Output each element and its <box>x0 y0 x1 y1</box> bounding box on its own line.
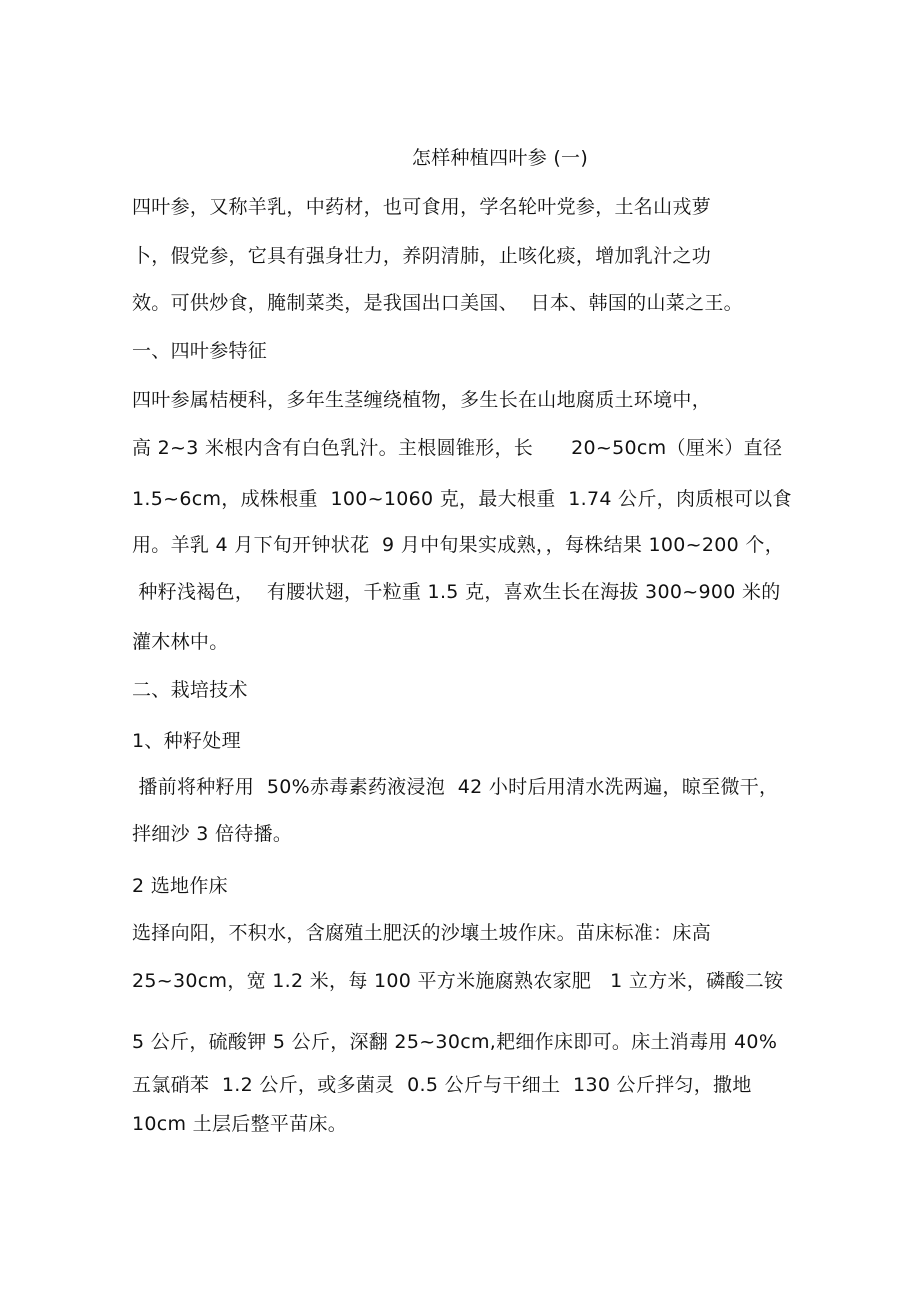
text-line: 卜，假党参，它具有强身壮力，养阴清肺，止咳化痰，增加乳汁之功 <box>132 245 712 267</box>
text-line: 五氯硝苯 1.2 公斤，或多菌灵 0.5 公斤与干细土 130 公斤拌匀，撒地 <box>132 1074 752 1096</box>
text-line: 种籽浅褐色， 有腰状翅，千粒重 1.5 克，喜欢生长在海拔 300~900 米的 <box>132 581 781 603</box>
text-line: 播前将种籽用 50%赤毒素药液浸泡 42 小时后用清水洗两遍，晾至微干， <box>132 776 779 798</box>
text-line: 25~30cm，宽 1.2 米，每 100 平方米施腐熟农家肥 1 立方米，磷酸二铵 <box>132 970 784 992</box>
document-title: 怎样种植四叶参 (一) <box>411 147 589 169</box>
subsection-heading: 1、种籽处理 <box>132 730 241 752</box>
section-heading: 二、栽培技术 <box>132 679 248 701</box>
text-line: 效。可供炒食，腌制菜类，是我国出口美国、 日本、韩国的山菜之王。 <box>132 292 743 314</box>
text-line: 拌细沙 3 倍待播。 <box>132 823 293 845</box>
text-line: 用。羊乳 4 月下旬开钟状花 9 月中旬果实成熟，，每株结果 100~200 个， <box>132 534 785 556</box>
text-line: 选择向阳，不积水，含腐殖土肥沃的沙壤土坡作床。苗床标准：床高 <box>132 922 712 944</box>
text-line: 四叶参属桔梗科，多年生茎缠绕植物，多生长在山地腐质土环境中， <box>132 389 712 411</box>
text-line: 四叶参，又称羊乳，中药材，也可食用，学名轮叶党参，土名山戎萝 <box>132 196 712 218</box>
subsection-heading: 2 选地作床 <box>132 875 228 897</box>
section-heading: 一、四叶参特征 <box>132 340 268 362</box>
text-line: 灌木林中。 <box>132 631 229 653</box>
text-line: 5 公斤，硫酸钾 5 公斤，深翻 25~30cm,耙细作床即可。床土消毒用 40% <box>132 1031 778 1053</box>
text-line: 高 2~3 米根内含有白色乳汁。主根圆锥形，长 20~50cm（厘米）直径 <box>132 437 783 459</box>
text-line: 10cm 土层后整平苗床。 <box>132 1113 348 1135</box>
text-line: 1.5~6cm，成株根重 100~1060 克，最大根重 1.74 公斤，肉质根可以食 <box>132 488 792 510</box>
